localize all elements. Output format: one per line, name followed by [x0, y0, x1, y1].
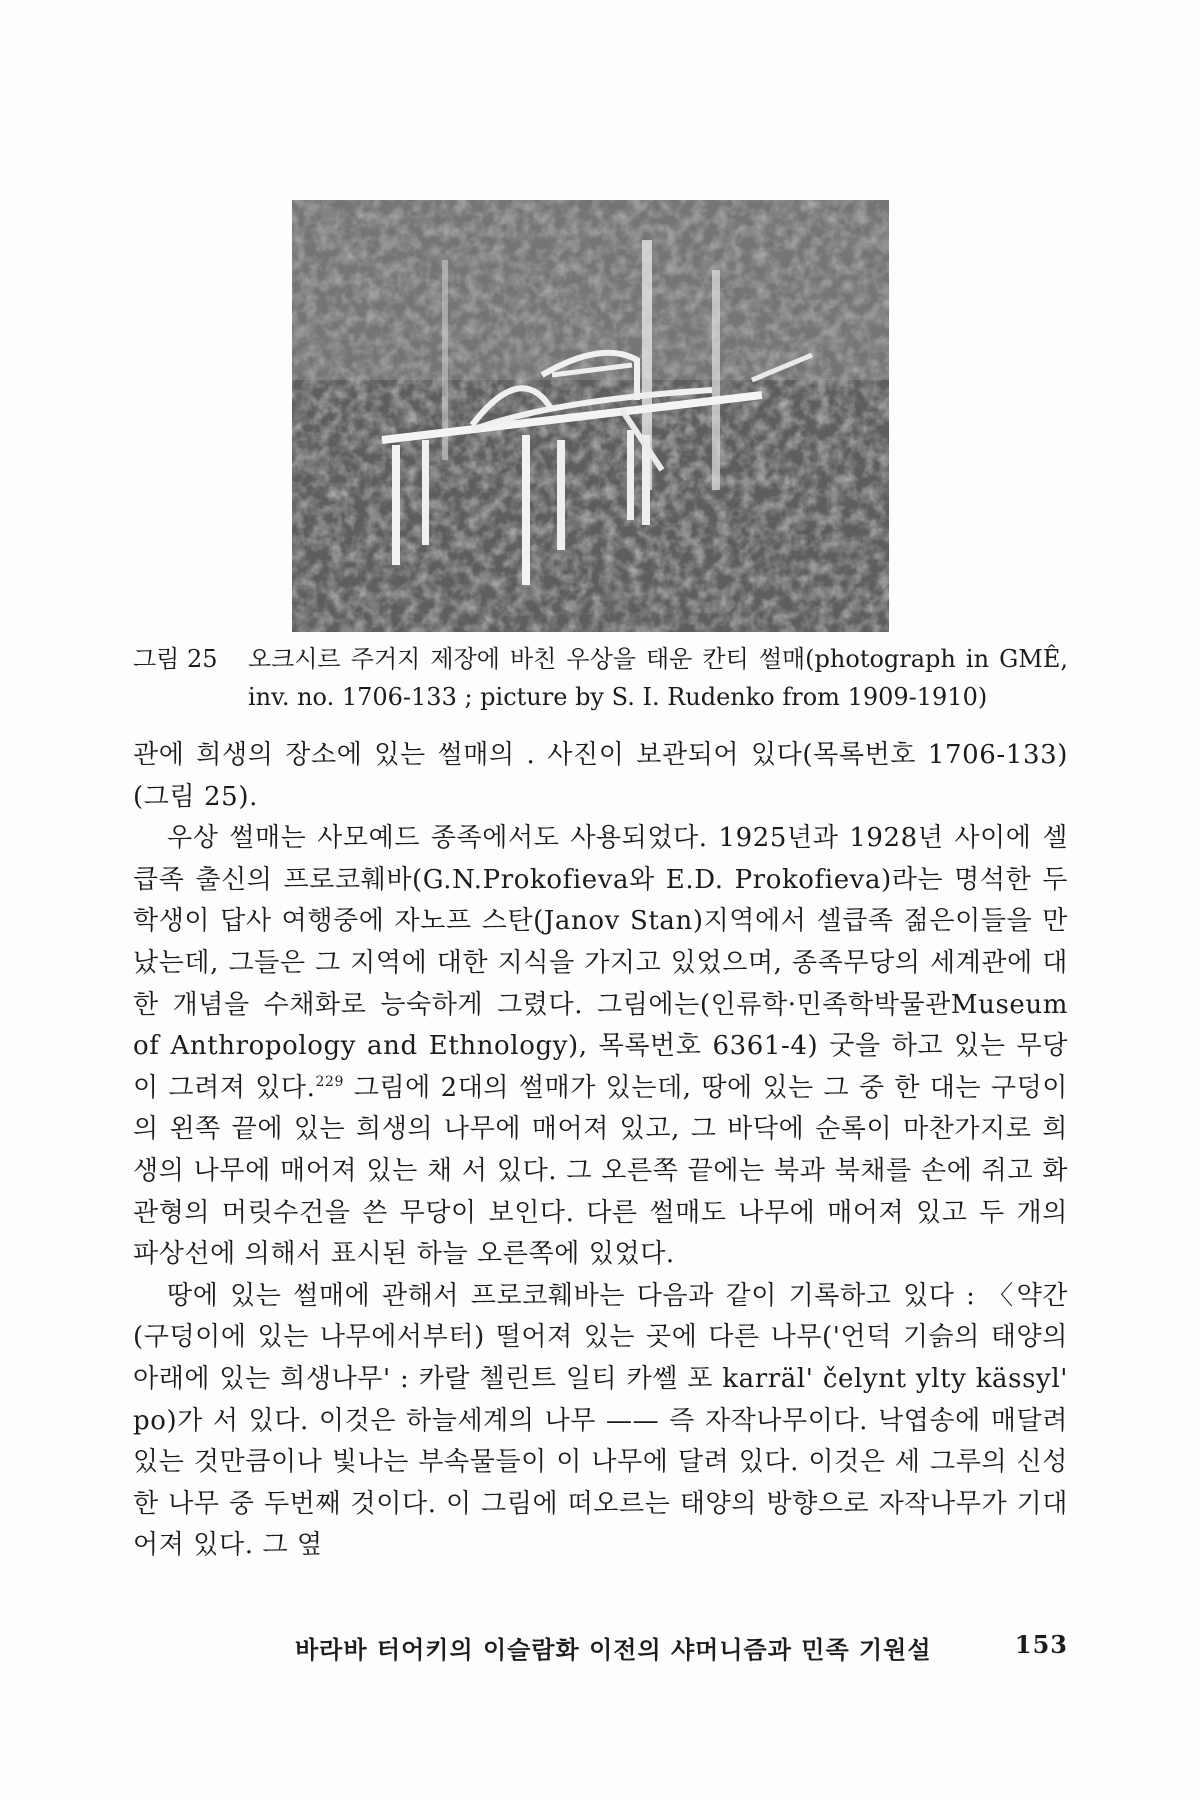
figure-photo [292, 200, 889, 632]
running-title: 바라바 터어키의 이슬람화 이전의 샤머니즘과 민족 기원설 [295, 1635, 932, 1664]
body-text [133, 735, 1068, 1567]
sled-photo-icon [292, 200, 889, 632]
page-footer [295, 1630, 1068, 1665]
paragraph-1: 관에 희생의 장소에 있는 썰매의 . 사진이 보관되어 있다(목록번호 1706-133)(그림 25). [133, 740, 1068, 812]
figure-caption-text: 오크시르 주거지 제장에 바친 우상을 태운 칸티 썰매(photograph in GMÊ, inv. no. 1706-133 ; picture by S. I. Rudenko from 1909-1910) [248, 645, 1068, 711]
page-number: 153 [1014, 1630, 1068, 1659]
paragraph-2: 우상 썰매는 사모예드 종족에서도 사용되었다. 1925년과 1928년 사이에 셀큽족 출신의 프로코훼바(G.N.Prokofieva와 E.D. Prokofieva)라는 명석한 두 학생이 답사 여행중에 자노프 스탄(Janov Stan)지역에서 셀큽족 젊은이들을 만났는데, 그들은 그 지역에 대한 지식을 가지고 있었으며, 종족무당의 세계관에 대한 개념을 수채화로 능숙하게 그렸다. 그림에는(인류학·민족학박물관Museum of Anthropology and Ethnology), 목록번호 6361-4) 굿을 하고 있는 무당이 그려져 있다.$^{229}$ 그림에 2대의 썰매가 있는데, 땅에 있는 그 중 한 대는 구덩이의 왼쪽 끝에 있는 희생의 나무에 매어져 있고, 그 바닥에 순록이 마찬가지로 희생의 나무에 매어져 있는 채 서 있다. 그 오른쪽 끝에는 북과 북채를 손에 쥐고 화관형의 머릿수건을 쓴 무당이 보인다. 다른 썰매도 나무에 매어져 있고 두 개의 파상선에 의해서 표시된 하늘 오른쪽에 있었다. [133, 823, 1068, 1270]
figure-caption [133, 640, 1068, 716]
figure-label: 그림 25 [133, 645, 218, 673]
footnote-ref-229[interactable]: 229 [315, 1073, 345, 1090]
paragraph-3: 땅에 있는 썰매에 관해서 프로코훼바는 다음과 같이 기록하고 있다 : 〈약간(구덩이에 있는 나무에서부터) 떨어져 있는 곳에 다른 나무('언덕 기슭의 태양의 아래에 있는 희생나무' : 카랄 첼린트 일티 카쎌 포 karräl' čelynt ylty kässyl' po)가 서 있다. 이것은 하늘세계의 나무 —— 즉 자작나무이다. 낙엽송에 매달려 있는 것만큼이나 빛나는 부속물들이 이 나무에 달려 있다. 이것은 세 그루의 신성한 나무 중 두번째 것이다. 이 그림에 떠오르는 태양의 방향으로 자작나무가 기대어져 있다. 그 옆 [133, 1280, 1068, 1561]
